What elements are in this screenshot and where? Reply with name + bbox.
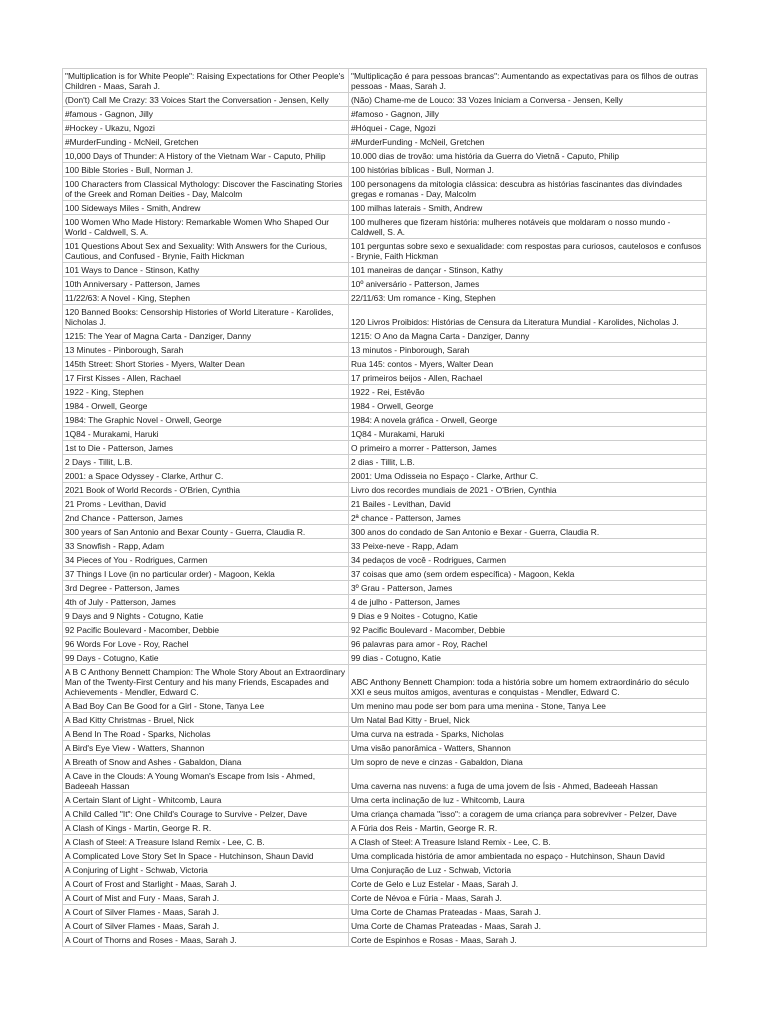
table-row	[63, 163, 707, 177]
english-title-cell: 1215: The Year of Magna Carta - Danziger, Danny	[63, 329, 349, 343]
portuguese-title-cell: 92 Pacific Boulevard - Macomber, Debbie	[349, 623, 707, 637]
english-title-cell: A Court of Thorns and Roses - Maas, Sarah J.	[63, 933, 349, 947]
english-title-cell: A Bend In The Road - Sparks, Nicholas	[63, 727, 349, 741]
table-row	[63, 755, 707, 769]
english-title-cell: #Hockey - Ukazu, Ngozi	[63, 121, 349, 135]
portuguese-title-cell: 33 Peixe-neve - Rapp, Adam	[349, 539, 707, 553]
english-title-cell: 1Q84 - Murakami, Haruki	[63, 427, 349, 441]
portuguese-title-cell: A Fúria dos Reis - Martin, George R. R.	[349, 821, 707, 835]
english-title-cell: 1984 - Orwell, George	[63, 399, 349, 413]
portuguese-title-cell: 101 perguntas sobre sexo e sexualidade: com respostas para curiosos, cautelosos e confusos - Brynie, Faith Hickman	[349, 239, 707, 263]
table-row	[63, 469, 707, 483]
table-row	[63, 581, 707, 595]
table-row	[63, 177, 707, 201]
table-row	[63, 807, 707, 821]
portuguese-title-cell: 1984 - Orwell, George	[349, 399, 707, 413]
portuguese-title-cell: Uma Corte de Chamas Prateadas - Maas, Sarah J.	[349, 905, 707, 919]
table-row	[63, 135, 707, 149]
table-row	[63, 727, 707, 741]
table-row	[63, 699, 707, 713]
table-row	[63, 107, 707, 121]
portuguese-title-cell: Corte de Névoa e Fúria - Maas, Sarah J.	[349, 891, 707, 905]
table-row	[63, 399, 707, 413]
english-title-cell: A Court of Frost and Starlight - Maas, Sarah J.	[63, 877, 349, 891]
portuguese-title-cell: 17 primeiros beijos - Allen, Rachael	[349, 371, 707, 385]
portuguese-title-cell: Corte de Espinhos e Rosas - Maas, Sarah J.	[349, 933, 707, 947]
portuguese-title-cell: 21 Bailes - Levithan, David	[349, 497, 707, 511]
table-row	[63, 637, 707, 651]
table-row	[63, 567, 707, 581]
portuguese-title-cell: Corte de Gelo e Luz Estelar - Maas, Sarah J.	[349, 877, 707, 891]
portuguese-title-cell: Uma complicada história de amor ambientada no espaço - Hutchinson, Shaun David	[349, 849, 707, 863]
table-row	[63, 427, 707, 441]
english-title-cell: 101 Questions About Sex and Sexuality: With Answers for the Curious, Cautious, and Confused - Brynie, Faith Hickman	[63, 239, 349, 263]
portuguese-title-cell: 101 maneiras de dançar - Stinson, Kathy	[349, 263, 707, 277]
portuguese-title-cell: 100 milhas laterais - Smith, Andrew	[349, 201, 707, 215]
table-row	[63, 483, 707, 497]
english-title-cell: 34 Pieces of You - Rodrigues, Carmen	[63, 553, 349, 567]
portuguese-title-cell: 1215: O Ano da Magna Carta - Danziger, Danny	[349, 329, 707, 343]
table-row	[63, 201, 707, 215]
table-row	[63, 821, 707, 835]
portuguese-title-cell: 13 minutos - Pinborough, Sarah	[349, 343, 707, 357]
english-title-cell: 21 Proms - Levithan, David	[63, 497, 349, 511]
english-title-cell: A Child Called "It": One Child's Courage to Survive - Pelzer, Dave	[63, 807, 349, 821]
table-row	[63, 291, 707, 305]
table-row	[63, 69, 707, 93]
table-row	[63, 149, 707, 163]
english-title-cell: A Cave in the Clouds: A Young Woman's Escape from Isis - Ahmed, Badeeah Hassan	[63, 769, 349, 793]
portuguese-title-cell: 3º Grau - Patterson, James	[349, 581, 707, 595]
table-row	[63, 835, 707, 849]
portuguese-title-cell: Uma visão panorâmica - Watters, Shannon	[349, 741, 707, 755]
table-row	[63, 305, 707, 329]
portuguese-title-cell: Uma Conjuração de Luz - Schwab, Victoria	[349, 863, 707, 877]
table-body	[63, 69, 707, 947]
english-title-cell: 100 Sideways Miles - Smith, Andrew	[63, 201, 349, 215]
english-title-cell: 4th of July - Patterson, James	[63, 595, 349, 609]
english-title-cell: 2001: a Space Odyssey - Clarke, Arthur C.	[63, 469, 349, 483]
table-row	[63, 263, 707, 277]
english-title-cell: 1st to Die - Patterson, James	[63, 441, 349, 455]
portuguese-title-cell: 120 Livros Proibidos: Histórias de Censura da Literatura Mundial - Karolides, Nicholas J.	[349, 305, 707, 329]
table-row	[63, 609, 707, 623]
english-title-cell: 1984: The Graphic Novel - Orwell, George	[63, 413, 349, 427]
portuguese-title-cell: 100 personagens da mitologia clássica: descubra as histórias fascinantes das divindades gregas e romanas - Day, Malcolm	[349, 177, 707, 201]
table-row	[63, 511, 707, 525]
table-row	[63, 215, 707, 239]
english-title-cell: 100 Women Who Made History: Remarkable Women Who Shaped Our World - Caldwell, S. A.	[63, 215, 349, 239]
english-title-cell: A Conjuring of Light - Schwab, Victoria	[63, 863, 349, 877]
portuguese-title-cell: 1Q84 - Murakami, Haruki	[349, 427, 707, 441]
english-title-cell: 2 Days - Tillit, L.B.	[63, 455, 349, 469]
title-translation-table	[62, 68, 707, 947]
english-title-cell: 96 Words For Love - Roy, Rachel	[63, 637, 349, 651]
portuguese-title-cell: Um menino mau pode ser bom para uma menina - Stone, Tanya Lee	[349, 699, 707, 713]
table-row	[63, 793, 707, 807]
portuguese-title-cell: Uma Corte de Chamas Prateadas - Maas, Sarah J.	[349, 919, 707, 933]
portuguese-title-cell: Uma caverna nas nuvens: a fuga de uma jovem de Ísis - Ahmed, Badeeah Hassan	[349, 769, 707, 793]
portuguese-title-cell: "Multiplicação é para pessoas brancas": Aumentando as expectativas para os filhos de outras pessoas - Maas, Sarah J.	[349, 69, 707, 93]
english-title-cell: 13 Minutes - Pinborough, Sarah	[63, 343, 349, 357]
table-row	[63, 385, 707, 399]
table-row	[63, 525, 707, 539]
english-title-cell: 2nd Chance - Patterson, James	[63, 511, 349, 525]
table-row	[63, 651, 707, 665]
portuguese-title-cell: 10º aniversário - Patterson, James	[349, 277, 707, 291]
portuguese-title-cell: #Hóquei - Cage, Ngozi	[349, 121, 707, 135]
table-row	[63, 329, 707, 343]
table-row	[63, 891, 707, 905]
portuguese-title-cell: 1984: A novela gráfica - Orwell, George	[349, 413, 707, 427]
table-row	[63, 877, 707, 891]
portuguese-title-cell: 100 histórias bíblicas - Bull, Norman J.	[349, 163, 707, 177]
portuguese-title-cell: Rua 145: contos - Myers, Walter Dean	[349, 357, 707, 371]
table-row	[63, 497, 707, 511]
portuguese-title-cell: 96 palavras para amor - Roy, Rachel	[349, 637, 707, 651]
english-title-cell: A Certain Slant of Light - Whitcomb, Laura	[63, 793, 349, 807]
portuguese-title-cell: #MurderFunding - McNeil, Gretchen	[349, 135, 707, 149]
english-title-cell: 145th Street: Short Stories - Myers, Walter Dean	[63, 357, 349, 371]
english-title-cell: 101 Ways to Dance - Stinson, Kathy	[63, 263, 349, 277]
english-title-cell: A Clash of Kings - Martin, George R. R.	[63, 821, 349, 835]
english-title-cell: 100 Bible Stories - Bull, Norman J.	[63, 163, 349, 177]
portuguese-title-cell: #famoso - Gagnon, Jilly	[349, 107, 707, 121]
table-row	[63, 665, 707, 699]
portuguese-title-cell: Uma criança chamada "isso": a coragem de uma criança para sobreviver - Pelzer, Dave	[349, 807, 707, 821]
english-title-cell: 10,000 Days of Thunder: A History of the Vietnam War - Caputo, Philip	[63, 149, 349, 163]
english-title-cell: 92 Pacific Boulevard - Macomber, Debbie	[63, 623, 349, 637]
english-title-cell: "Multiplication is for White People": Raising Expectations for Other People's Children - Maas, Sarah J.	[63, 69, 349, 93]
table-row	[63, 371, 707, 385]
portuguese-title-cell: Uma curva na estrada - Sparks, Nicholas	[349, 727, 707, 741]
english-title-cell: 17 First Kisses - Allen, Rachael	[63, 371, 349, 385]
table-row	[63, 769, 707, 793]
table-row	[63, 919, 707, 933]
english-title-cell: (Don't) Call Me Crazy: 33 Voices Start the Conversation - Jensen, Kelly	[63, 93, 349, 107]
english-title-cell: 10th Anniversary - Patterson, James	[63, 277, 349, 291]
english-title-cell: A Bad Kitty Christmas - Bruel, Nick	[63, 713, 349, 727]
portuguese-title-cell: Um Natal Bad Kitty - Bruel, Nick	[349, 713, 707, 727]
portuguese-title-cell: 1922 - Rei, Estêvão	[349, 385, 707, 399]
table-row	[63, 905, 707, 919]
portuguese-title-cell: 22/11/63: Um romance - King, Stephen	[349, 291, 707, 305]
portuguese-title-cell: 9 Dias e 9 Noites - Cotugno, Katie	[349, 609, 707, 623]
english-title-cell: #MurderFunding - McNeil, Gretchen	[63, 135, 349, 149]
english-title-cell: 100 Characters from Classical Mythology: Discover the Fascinating Stories of the Greek and Roman Deities - Day, Malcolm	[63, 177, 349, 201]
english-title-cell: 33 Snowfish - Rapp, Adam	[63, 539, 349, 553]
portuguese-title-cell: 2001: Uma Odisseia no Espaço - Clarke, Arthur C.	[349, 469, 707, 483]
portuguese-title-cell: Uma certa inclinação de luz - Whitcomb, Laura	[349, 793, 707, 807]
portuguese-title-cell: 2 dias - Tillit, L.B.	[349, 455, 707, 469]
english-title-cell: A Complicated Love Story Set In Space - Hutchinson, Shaun David	[63, 849, 349, 863]
english-title-cell: 120 Banned Books: Censorship Histories of World Literature - Karolides, Nicholas J.	[63, 305, 349, 329]
english-title-cell: A Breath of Snow and Ashes - Gabaldon, Diana	[63, 755, 349, 769]
english-title-cell: 3rd Degree - Patterson, James	[63, 581, 349, 595]
table-row	[63, 413, 707, 427]
english-title-cell: #famous - Gagnon, Jilly	[63, 107, 349, 121]
table-row	[63, 863, 707, 877]
table-row	[63, 277, 707, 291]
table-row	[63, 933, 707, 947]
portuguese-title-cell: 10.000 dias de trovão: uma história da Guerra do Vietnã - Caputo, Philip	[349, 149, 707, 163]
portuguese-title-cell: 37 coisas que amo (sem ordem específica) - Magoon, Kekla	[349, 567, 707, 581]
english-title-cell: 2021 Book of World Records - O'Brien, Cynthia	[63, 483, 349, 497]
table-row	[63, 121, 707, 135]
table-row	[63, 849, 707, 863]
english-title-cell: A Bird's Eye View - Watters, Shannon	[63, 741, 349, 755]
table-row	[63, 343, 707, 357]
english-title-cell: A Court of Silver Flames - Maas, Sarah J.	[63, 919, 349, 933]
english-title-cell: A Court of Silver Flames - Maas, Sarah J.	[63, 905, 349, 919]
portuguese-title-cell: 4 de julho - Patterson, James	[349, 595, 707, 609]
table-row	[63, 357, 707, 371]
portuguese-title-cell: A Clash of Steel: A Treasure Island Remix - Lee, C. B.	[349, 835, 707, 849]
english-title-cell: 1922 - King, Stephen	[63, 385, 349, 399]
table-row	[63, 93, 707, 107]
portuguese-title-cell: 300 anos do condado de San Antonio e Bexar - Guerra, Claudia R.	[349, 525, 707, 539]
english-title-cell: 9 Days and 9 Nights - Cotugno, Katie	[63, 609, 349, 623]
portuguese-title-cell: 99 dias - Cotugno, Katie	[349, 651, 707, 665]
portuguese-title-cell: 2ª chance - Patterson, James	[349, 511, 707, 525]
portuguese-title-cell: Um sopro de neve e cinzas - Gabaldon, Diana	[349, 755, 707, 769]
table-row	[63, 553, 707, 567]
table-row	[63, 595, 707, 609]
portuguese-title-cell: (Não) Chame-me de Louco: 33 Vozes Iniciam a Conversa - Jensen, Kelly	[349, 93, 707, 107]
english-title-cell: 300 years of San Antonio and Bexar County - Guerra, Claudia R.	[63, 525, 349, 539]
portuguese-title-cell: ABC Anthony Bennett Champion: toda a história sobre um homem extraordinário do século XXI e seus muitos amigos, aventuras e conquistas - Mendler, Edward C.	[349, 665, 707, 699]
table-row	[63, 441, 707, 455]
portuguese-title-cell: Livro dos recordes mundiais de 2021 - O'Brien, Cynthia	[349, 483, 707, 497]
table-row	[63, 623, 707, 637]
english-title-cell: A Bad Boy Can Be Good for a Girl - Stone, Tanya Lee	[63, 699, 349, 713]
english-title-cell: 99 Days - Cotugno, Katie	[63, 651, 349, 665]
english-title-cell: A Court of Mist and Fury - Maas, Sarah J.	[63, 891, 349, 905]
english-title-cell: 11/22/63: A Novel - King, Stephen	[63, 291, 349, 305]
english-title-cell: A Clash of Steel: A Treasure Island Remix - Lee, C. B.	[63, 835, 349, 849]
portuguese-title-cell: 34 pedaços de você - Rodrigues, Carmen	[349, 553, 707, 567]
table-row	[63, 741, 707, 755]
english-title-cell: A B C Anthony Bennett Champion: The Whole Story About an Extraordinary Man of the Twenty-First Century and his many Friends, Escapades and Achievements - Mendler, Edward C.	[63, 665, 349, 699]
portuguese-title-cell: 100 mulheres que fizeram história: mulheres notáveis que moldaram o nosso mundo - Caldwell, S. A.	[349, 215, 707, 239]
table-row	[63, 455, 707, 469]
table-row	[63, 539, 707, 553]
table-row	[63, 239, 707, 263]
english-title-cell: 37 Things I Love (in no particular order) - Magoon, Kekla	[63, 567, 349, 581]
portuguese-title-cell: O primeiro a morrer - Patterson, James	[349, 441, 707, 455]
table-row	[63, 713, 707, 727]
